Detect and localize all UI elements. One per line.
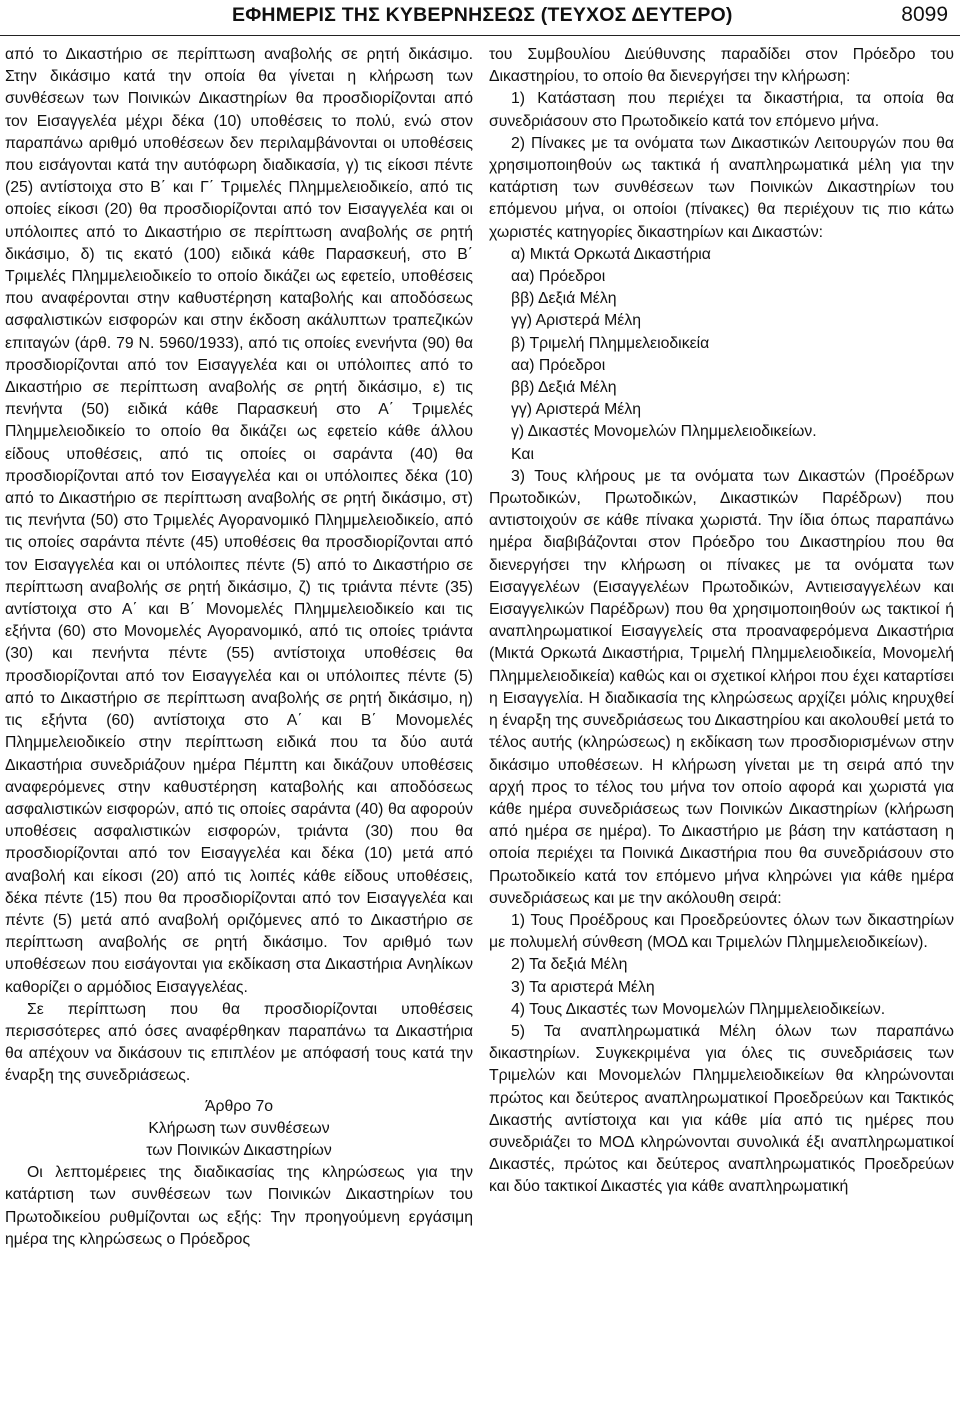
right-paragraph-5: 1) Τους Προέδρους και Προεδρεύοντες όλων των δικαστηρίων με πολυμελή σύνθεση (ΜΟΔ και Τριμελών Πλημμελειοδικείων).	[489, 911, 954, 952]
list-item: αα) Πρόεδροι	[511, 268, 606, 286]
right-paragraph-7: 3) Τα αριστερά Μέλη	[511, 978, 655, 996]
right-paragraph-1: του Συμβουλίου Διεύθυνσης παραδίδει στον Πρόεδρο του Δικαστηρίου, το οποίο θα διενεργήσει την κλήρωση:	[489, 46, 954, 86]
page-header	[0, 0, 960, 36]
article-title-line-2: των Ποινικών Δικαστηρίων	[146, 1141, 332, 1159]
list-item: Και	[511, 445, 534, 463]
list-item: γγ) Αριστερά Μέλη	[511, 401, 642, 419]
left-paragraph-1: από το Δικαστήριο σε περίπτωση αναβολής σε ρητή δικάσιμο. Στην δικάσιμο κατά την οποία θα γίνεται η κλήρωση των συνθέσεων των Ποινικών Δικαστηρίων θα προσδιορίζονται από τον Εισαγγελέα μέχρι δέκα (10) υποθέσεις το πολύ, ενώ στον παραπάνω αριθμό υποθέσεων δεν περιλαμβάνονται οι υποθέσεις που εισάγονται κατά την αυτόφωρη διαδικασία, γ) τις είκοσι πέντε (25) αντίστοιχα στο Β΄ και Γ΄ Τριμελές Πλημμελειοδικείο, από τις οποίες είκοσι (20) θα προσδιορίζονται από τον Εισαγγελέα και οι υπόλοιπες από το Δικαστήριο σε περίπτωση αναβολής σε ρητή δικάσιμο, δ) τις εκατό (100) ειδικά κάθε Παρασκευή, στο Β΄ Τριμελές Πλημμελειοδικείο το οποίο δικάζει ως εφετείο, υποθέσεις που αναφέρονται στην καθυστέρηση καταβολής και αποδόσεως ασφαλιστικών εισφορών και στην έκδοση ακάλυπτων τραπεζικών επιταγών (άρθ. 79 Ν. 5960/1933), από τις οποίες ενενήντα (90) θα προσδιορίζονται από τον Εισαγγελέα και οι υπόλοιπες από το Δικαστήριο σε περίπτωση αναβολής σε ρητή δικάσιμο, ε) τις πενήντα (50) ειδικά κάθε Παρασκευή στο Α΄ Τριμελές Πλημμελειοδικείο το οποίο θα δικάζει ως εφετείο κάθε άλλου είδους υποθέσεις, από τις οποίες οι σαράντα (40) θα προσδιορίζονται από τον Εισαγγελέα και οι υπόλοιπες δέκα (10) από το Δικαστήριο σε περίπτωση αναβολής σε ρητή δικάσιμο, στ) τις πενήντα (50) στο Τριμελές Αγορανομικό Πλημμελειοδικείο, από τις οποίες σαράντα πέντε (45) υποθέσεις θα προσδιορίζονται από τον Εισαγγελέα και οι υπόλοιπες πέντε (5) από το Δικαστήριο σε περίπτωση αναβολής σε ρητή δικάσιμο, ζ) τις τριάντα πέντε (35) αντίστοιχα στο Α΄ και Β΄ Μονομελές Πλημμελειοδικείο και τις εξήντα (60) στο Μονομελές Αγορανομικό, από τις οποίες τριάντα (30) και πενήντα πέντε (55) αντίστοιχα υποθέσεις θα προσδιορίζονται από τον Εισαγγελέα και οι υπόλοιπες πέντε (5) από το Δικαστήριο σε περίπτωση αναβολής σε ρητή δικάσιμο, η) τις εξήντα (60) αντίστοιχα στο Α΄ και Β΄ Μονομελές Πλημμελειοδικείο στην περίπτωση ειδικά που τα δύο αυτά Δικαστήρια συνεδριάζουν ημέρα Πέμπτη και δικάζουν υποθέσεις αναφερόμενες στην καθυστέρηση καταβολής και αποδόσεως ασφαλιστικών εισφορών, από τις οποίες σαράντα (40) θα αφορούν υποθέσεις ασφαλιστικών εισφορών, τριάντα (30) που θα προσδιορίζονται από τον Εισαγγελέα και δέκα (10) μετά από αναβολή και είκοσι (20) από τις λοιπές κάθε είδους υποθέσεις, δέκα πέντε (15) που θα προσδιορίζονται από τον Εισαγγελέα και πέντε (5) μετά από αναβολή οριζόμενες από το Δικαστήριο σε περίπτωση αναβολής σε ρητή δικάσιμο. Τον αριθμό των υποθέσεων που εισάγονται για εκδίκαση στα Δικαστήρια Ανηλίκων καθορίζει ο αρμόδιος Εισαγγελέας.	[5, 46, 473, 996]
right-paragraph-3: 2) Πίνακες με τα ονόματα των Δικαστικών Λειτουργών που θα χρησιμοποιηθούν ως τακτικά ή αναπληρωματικά μέλη για την κατάρτιση των συνθέσεων των Ποινικών Δικαστηρίων του επόμενου μήνα, οι οποίοι (πίνακες) θα περιέχουν τις πιο κάτω χωριστές κατηγορίες δικαστηρίων και Δικαστών:	[489, 134, 954, 241]
right-paragraph-9: 5) Τα αναπληρωματικά Μέλη όλων των παραπάνω δικαστηρίων. Συγκεκριμένα για όλες τις συνεδριάσεις των Τριμελών και Μονομελών Πλημμελειοδικείων θα κληρώνονται πρώτος και δεύτερος αναπληρωματικοί Προεδρεύων και Τακτικός Δικαστής αντίστοιχα και για κάθε μία από τις ημέρες που συνεδριάζει το ΜΟΔ κληρώνονται συνολικά έξι αναπληρωματικοί Δικαστές, πρώτος και δεύτερος αναπληρωματικός Προεδρεύων και δύο τακτικοί Δικαστές για κάθε αναπληρωματική	[489, 1022, 954, 1196]
article-title-line-1: Κλήρωση των συνθέσεων	[148, 1119, 330, 1137]
header-divider	[0, 35, 960, 36]
right-paragraph-6: 2) Τα δεξιά Μέλη	[511, 956, 628, 974]
list-item: γ) Δικαστές Μονομελών Πλημμελειοδικείων.	[511, 423, 817, 441]
list-item: αα) Πρόεδροι	[511, 356, 606, 374]
left-column	[5, 44, 473, 1251]
gazette-title: ΕΦΗΜΕΡΙΣ ΤΗΣ ΚΥΒΕΡΝΗΣΕΩΣ (ΤΕΥΧΟΣ ΔΕΥΤΕΡΟ)	[232, 4, 733, 26]
list-item: γγ) Αριστερά Μέλη	[511, 312, 642, 330]
list-item: α) Μικτά Ορκωτά Δικαστήρια	[511, 245, 711, 263]
article-number: Άρθρο 7ο	[204, 1097, 274, 1115]
right-paragraph-4: 3) Τους κλήρους με τα ονόματα των Δικαστών (Προέδρων Πρωτοδικών, Πρωτοδικών, Δικαστικών Παρέδρων) που αντιστοιχούν σε κάθε πίνακα χωριστά. Την ίδια όπως παραπάνω ημέρα διαβιβάζονται στον Πρόεδρο του Δικαστηρίου που θα διενεργήσει την κλήρωση οι πίνακες με τα ονόματα των Εισαγγελέων (Εισαγγελέων Πρωτοδικών, Αντιεισαγγελέων και Εισαγγελικών Παρέδρων) που θα χρησιμοποιηθούν ως τακτικοί ή αναπληρωματικοί Εισαγγελείς στα προαναφερόμενα Δικαστήρια (Μικτά Ορκωτά Δικαστήρια, Τριμελή Πλημμελειοδικεία, Μονομελή Πλημμελειοδικεία) καθώς και οι σχετικοί κλήροι που έχει καταρτίσει η Εισαγγελία. Η διαδικασία της κληρώσεως αρχίζει μόλις κηρυχθεί η έναρξη της συνεδριάσεως του Δικαστηρίου και ακολουθεί μετά το τέλος αυτής (κληρώσεως) η εκδίκαση των προσδιορισμένων στην δικάσιμο υποθέσεων. Η κλήρωση γίνεται με τη σειρά από την αρχή προς το τέλος του μήνα τον οποίο αφορά και χωριστά για κάθε ημέρα συνεδριάσεως των Ποινικών Δικαστηρίων (κλήρωση από ημέρα σε ημέρα). Το Δικαστήριο με βάση την κατάσταση η οποία περιέχει τα Ποινικά Δικαστήρια που θα συνεδριάσουν στο Πρωτοδικείο κατά τον επόμενο μήνα κληρώνει για κάθε ημέρα συνεδριάσεως και με την ακόλουθη σειρά:	[489, 467, 954, 907]
left-paragraph-3: Οι λεπτομέρειες της διαδικασίας της κληρώσεως για την κατάρτιση των συνθέσεων των Ποινικών Δικαστηρίων του Πρωτοδικείου ρυθμίζονται ως εξής: Την προηγούμενη εργάσιμη ημέρα της κληρώσεως ο Πρόεδρος	[5, 1164, 473, 1248]
list-item: ββ) Δεξιά Μέλη	[511, 379, 617, 397]
right-paragraph-2: 1) Κατάσταση που περιέχει τα δικαστήρια, τα οποία θα συνεδριάσουν στο Πρωτοδικείο κατά τον επόμενο μήνα.	[489, 90, 954, 130]
page-number: 8099	[901, 3, 948, 26]
right-column	[489, 44, 954, 1199]
list-item: β) Τριμελή Πλημμελειοδικεία	[511, 334, 710, 352]
list-item: ββ) Δεξιά Μέλη	[511, 290, 617, 308]
left-paragraph-2: Σε περίπτωση που θα προσδιορίζονται υποθέσεις περισσότερες από όσες αναφέρθηκαν παραπάνω τα Δικαστήρια θα απέχουν να δικάσουν τις επιπλέον με απόφασή τους κατά την έναρξη της συνεδριάσεως.	[5, 1000, 473, 1085]
right-paragraph-8: 4) Τους Δικαστές των Μονομελών Πλημμελειοδικείων.	[511, 1000, 886, 1018]
